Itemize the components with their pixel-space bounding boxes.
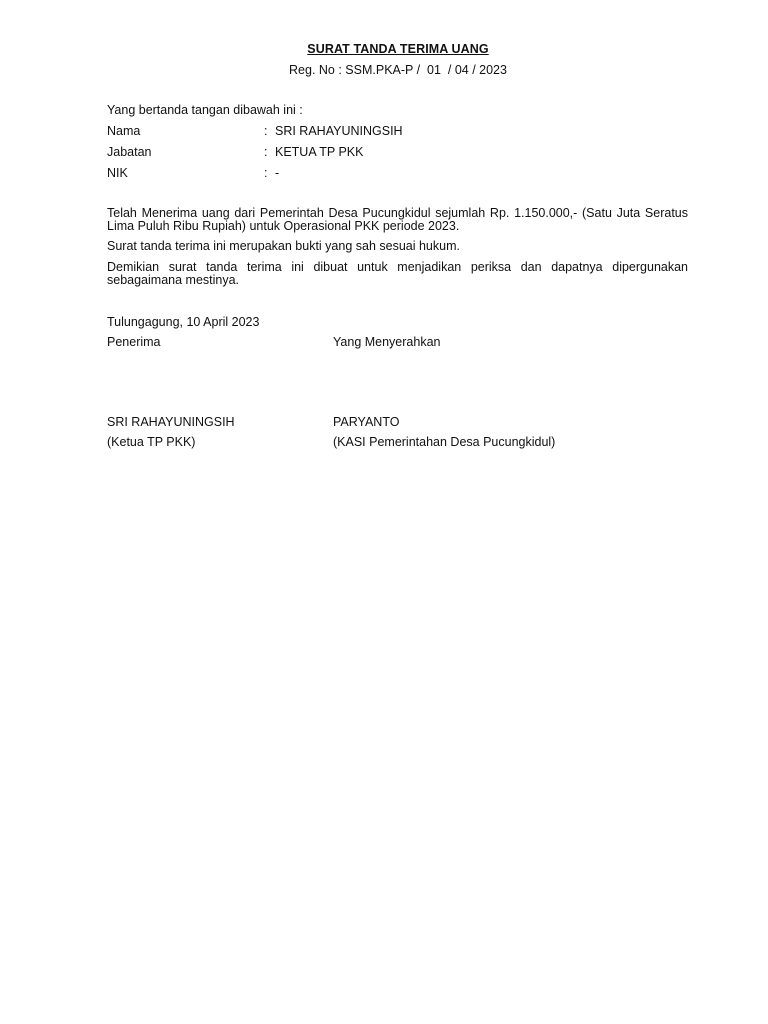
paragraph-receipt: Telah Menerima uang dari Pemerintah Desa Pucungkidul sejumlah Rp. 1.150.000,- (Satu Juta Seratus Lima Puluh Ribu Rupiah) untuk Operasional PKK periode 2023. <box>107 206 688 233</box>
field-label: NIK <box>107 166 128 180</box>
signature-role: Penerima <box>107 335 161 349</box>
field-value: KETUA TP PKK <box>275 145 364 159</box>
registration-number: Reg. No : SSM.PKA-P / 01 / 04 / 2023 <box>289 63 507 77</box>
signature-name: PARYANTO <box>333 415 400 429</box>
paragraph-validity: Surat tanda terima ini merupakan bukti yang sah sesuai hukum. <box>107 239 460 253</box>
place-date: Tulungagung, 10 April 2023 <box>107 315 260 329</box>
field-value: SRI RAHAYUNINGSIH <box>275 124 403 138</box>
signature-name: SRI RAHAYUNINGSIH <box>107 415 235 429</box>
signature-position: (Ketua TP PKK) <box>107 435 196 449</box>
field-label: Nama <box>107 124 141 138</box>
field-label: Jabatan <box>107 145 152 159</box>
paragraph-closing: Demikian surat tanda terima ini dibuat untuk menjadikan periksa dan dapatnya dipergunakan sebagaimana mestinya. <box>107 260 688 287</box>
signature-position: (KASI Pemerintahan Desa Pucungkidul) <box>333 435 556 449</box>
intro-text: Yang bertanda tangan dibawah ini : <box>107 103 303 117</box>
signature-role: Yang Menyerahkan <box>333 335 441 349</box>
field-colon: : <box>264 166 268 180</box>
document-title: SURAT TANDA TERIMA UANG <box>307 42 489 56</box>
field-value: - <box>275 166 280 180</box>
field-colon: : <box>264 145 268 159</box>
field-colon: : <box>264 124 268 138</box>
